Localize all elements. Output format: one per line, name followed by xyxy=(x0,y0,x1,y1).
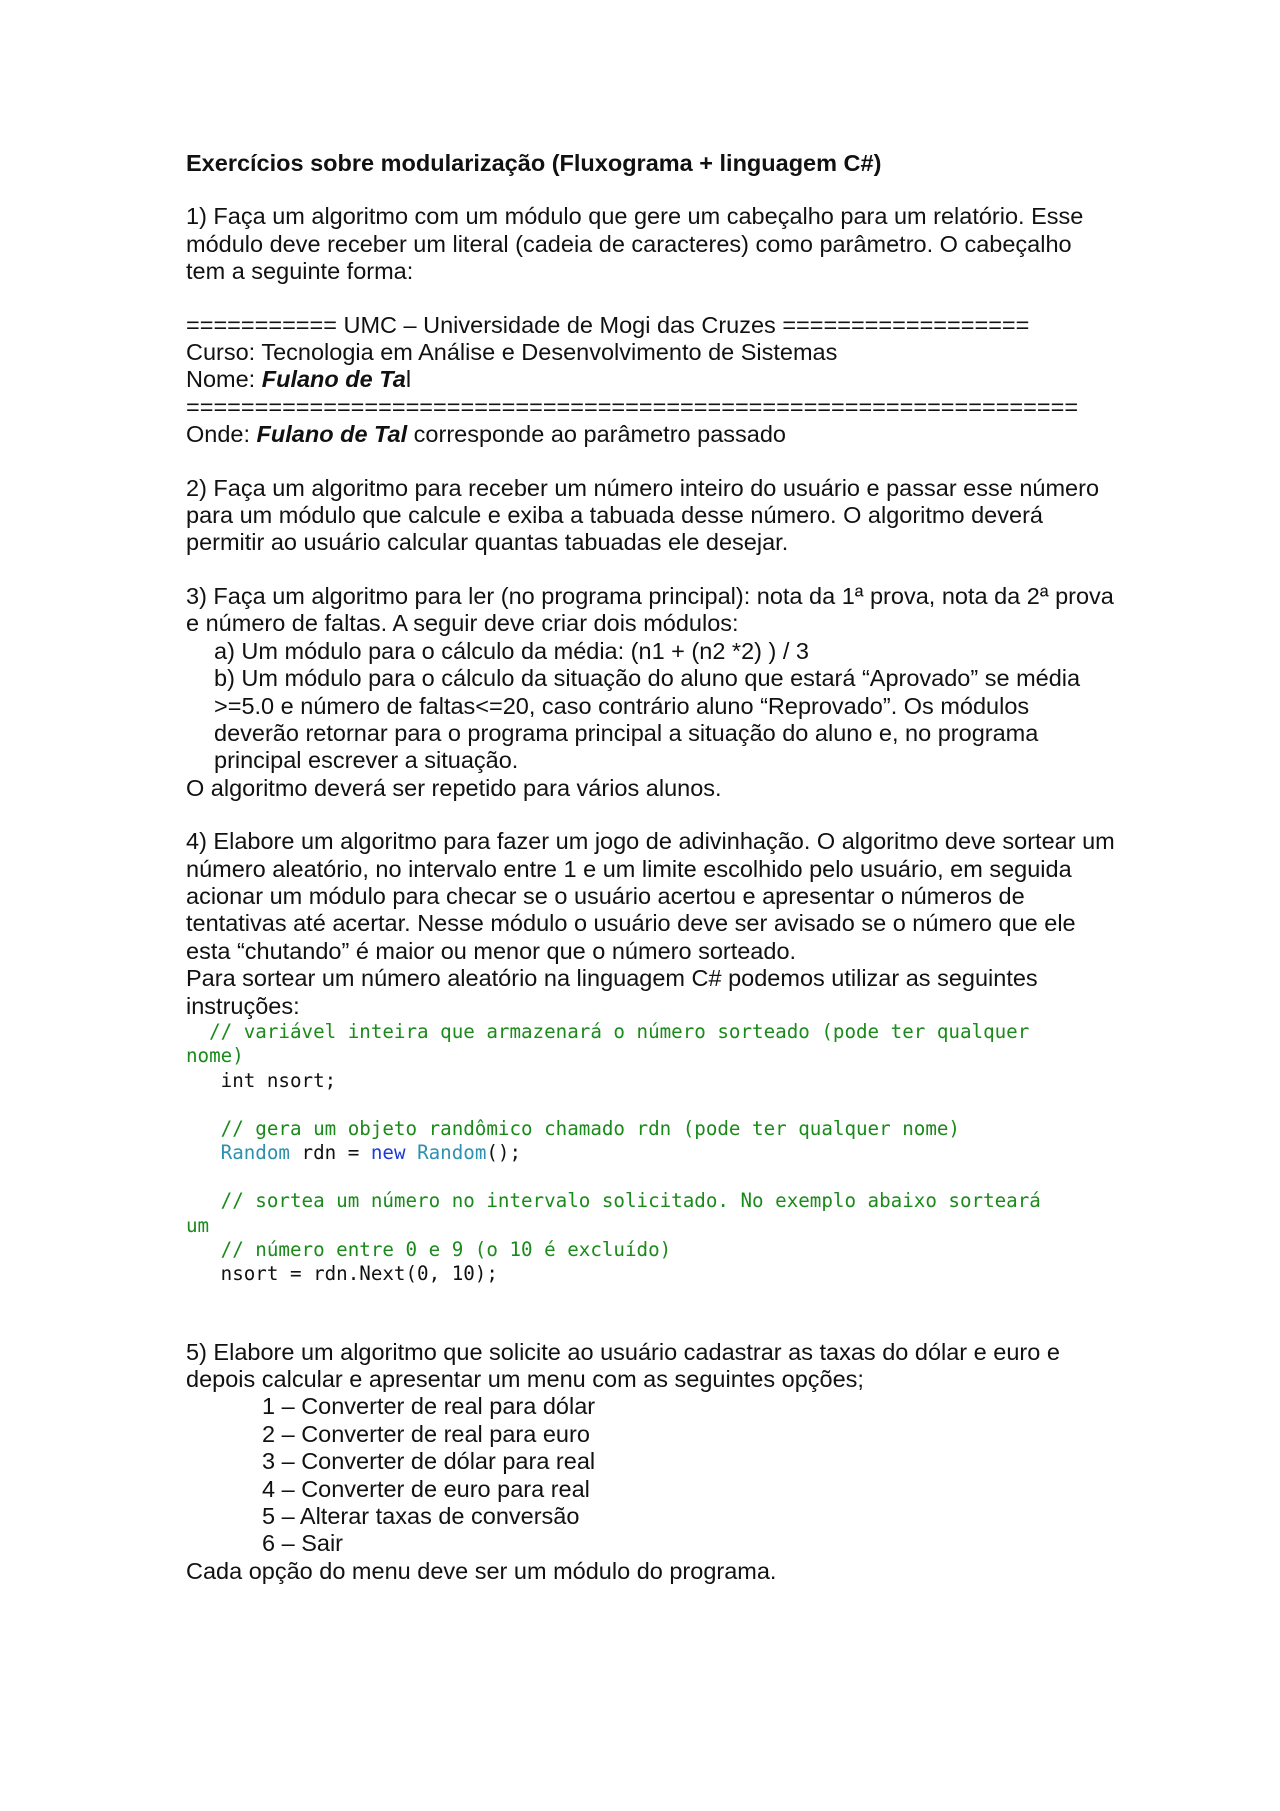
menu-option: 5 – Alterar taxas de conversão xyxy=(262,1503,580,1530)
nome-value: Fulano de Ta xyxy=(261,366,406,393)
nome-label: Nome: xyxy=(186,366,262,393)
document-title: Exercícios sobre modularização (Fluxograma + linguagem C#) xyxy=(186,150,882,176)
menu-option: 2 – Converter de real para euro xyxy=(262,1420,590,1447)
code-keyword-new: new xyxy=(370,1141,406,1165)
spacer xyxy=(186,1313,1116,1339)
code-type-random-2: Random xyxy=(417,1141,487,1165)
code-line-3: nsort = rdn.Next(0, 10); xyxy=(186,1262,498,1286)
code-line-2 xyxy=(186,1141,1116,1165)
exercise-5-outro: Cada opção do menu deve ser um módulo do programa. xyxy=(186,1557,777,1584)
exercise-5-text: 5) Elabore um algoritmo que solicite ao usuário cadastrar as taxas do dólar e euro e depois calcular e apresentar um menu com as seguintes opções; xyxy=(186,1338,1060,1393)
spacer xyxy=(186,1287,1116,1313)
exercise-3-item-b: b) Um módulo para o cálculo da situação do aluno que estará “Aprovado” se média >=5.0 e número de faltas<=20, caso contrário aluno “Reprovado”. Os módulos deverão retornar para o programa principal a situação do aluno e, no programa principal escrever a situação. xyxy=(214,665,1081,774)
exercise-2-text: 2) Faça um algoritmo para receber um número inteiro do usuário e passar esse número para um módulo que calcule e exiba a tabuada desse número. O algoritmo deverá permitir ao usuário calcular quantas tabuadas ele desejar. xyxy=(186,474,1100,556)
onde-value: Fulano de Tal xyxy=(256,421,408,448)
header-line-2: Curso: Tecnologia em Análise e Desenvolvimento de Sistemas xyxy=(186,339,838,366)
code-type-random: Random xyxy=(220,1141,290,1165)
nome-tail: l xyxy=(405,366,412,393)
code-comment-3b: um xyxy=(186,1213,210,1237)
exercise-3-outro: O algoritmo deverá ser repetido para vários alunos. xyxy=(186,774,722,801)
code-indent xyxy=(186,1141,221,1164)
spacer xyxy=(186,557,1116,583)
exercise-3-item-a: a) Um módulo para o cálculo da média: (n1 + (n2 *2) ) / 3 xyxy=(214,637,809,664)
code-comment-1a: // variável inteira que armazenará o número sorteado (pode ter qualquer xyxy=(186,1019,1030,1043)
header-line-4: ================================================================= xyxy=(186,393,1079,420)
spacer xyxy=(186,802,1116,828)
code-line-1: int nsort; xyxy=(186,1068,337,1092)
menu-options-list xyxy=(186,1393,1116,1557)
spacer xyxy=(186,449,1116,475)
document-page xyxy=(186,150,1116,1585)
spacer xyxy=(186,1165,1116,1189)
header-line-3 xyxy=(186,366,1116,393)
menu-option: 6 – Sair xyxy=(262,1530,343,1557)
code-var: rdn = xyxy=(289,1141,371,1165)
onde-rest: corresponde ao parâmetro passado xyxy=(407,421,786,448)
menu-option: 4 – Converter de euro para real xyxy=(262,1475,590,1502)
onde-line xyxy=(186,421,1116,448)
spacer xyxy=(186,286,1116,312)
spacer xyxy=(186,1093,1116,1117)
code-comment-2: // gera um objeto randômico chamado rdn (pode ter qualquer nome) xyxy=(186,1116,960,1140)
exercise-4-text-2: Para sortear um número aleatório na linguagem C# podemos utilizar as seguintes instruções: xyxy=(186,965,1038,1019)
code-block xyxy=(186,1020,1116,1287)
exercise-4-text: 4) Elabore um algoritmo para fazer um jogo de adivinhação. O algoritmo deve sortear um número aleatório, no intervalo entre 1 e um limite escolhido pelo usuário, em seguida acionar um módulo para checar se o usuário acertou e apresentar o números de tentativas até acertar. Nesse módulo o usuário deve ser avisado se o número que ele esta “chutando” é maior ou menor que o número sorteado. xyxy=(186,828,1115,964)
code-end: (); xyxy=(486,1141,522,1165)
header-line-1: =========== UMC – Universidade de Mogi das Cruzes ================== xyxy=(186,311,1030,338)
code-space xyxy=(406,1141,418,1164)
code-comment-3c: // número entre 0 e 9 (o 10 é excluído) xyxy=(186,1238,672,1262)
exercise-3-intro: 3) Faça um algoritmo para ler (no programa principal): nota da 1ª prova, nota da 2ª prova e número de faltas. A seguir deve criar dois módulos: xyxy=(186,582,1114,637)
menu-option: 3 – Converter de dólar para real xyxy=(262,1448,596,1475)
exercise-1-text: 1) Faça um algoritmo com um módulo que gere um cabeçalho para um relatório. Esse módulo deve receber um literal (cadeia de caracteres) como parâmetro. O cabeçalho tem a seguinte forma: xyxy=(186,203,1084,285)
code-comment-1b: nome) xyxy=(186,1044,244,1068)
onde-label: Onde: xyxy=(186,421,257,448)
menu-option: 1 – Converter de real para dólar xyxy=(262,1393,596,1420)
code-comment-3a: // sortea um número no intervalo solicitado. No exemplo abaixo sorteará xyxy=(186,1189,1041,1213)
